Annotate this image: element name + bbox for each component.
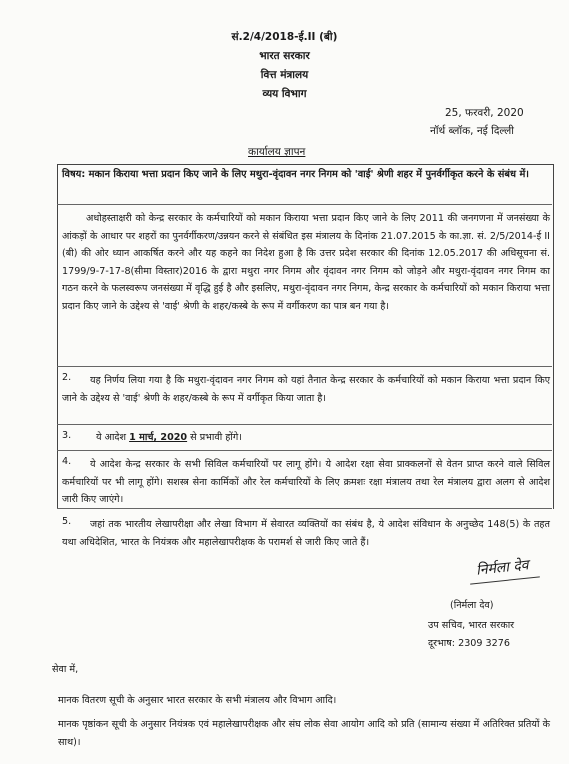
paragraph-5: जहां तक भारतीय लेखापरीक्षा और लेखा विभाग में सेवारत व्यक्तियों का संबंध है, ये आदेश संविधान के अनुच्छेद 148(5) के तहत यथा अधिदेशित, भारत के नियंत्रक और महालेखापरीक्षक के परामर्श से जारी किए जाते हैं। xyxy=(62,519,550,548)
reference-number: सं.2/4/2018-ई.II (बी) xyxy=(231,31,338,43)
government-name: भारत सरकार xyxy=(259,50,310,62)
paragraph-3-text-start: ये आदेश xyxy=(96,432,130,443)
divider xyxy=(57,508,552,509)
document-type: कार्यालय ज्ञापन xyxy=(248,146,306,158)
divider xyxy=(57,424,552,425)
paragraph-2: यह निर्णय लिया गया है कि मथुरा-वृंदावन नगर निगम को यहां तैनात केन्द्र सरकार के कर्मचारियों को मकान किराया भत्ता प्रदान किए जाने के उद्देश्य से 'वाई' श्रेणी के शहर/कस्बे के रूप में वर्गीकृत किया जाता है। xyxy=(62,375,550,404)
paragraph-3-number: 3. xyxy=(62,430,72,441)
divider xyxy=(57,366,552,367)
paragraph-5-number: 5. xyxy=(62,516,72,527)
addressee-heading: सेवा में, xyxy=(52,664,79,675)
memo-date: 25, फरवरी, 2020 xyxy=(445,107,524,119)
paragraph-4-number: 4. xyxy=(62,456,72,467)
signatory-designation: उप सचिव, भारत सरकार xyxy=(428,620,515,631)
effective-date: 1 मार्च, 2020 xyxy=(129,432,188,443)
letterhead xyxy=(0,28,569,104)
paragraph-3-text-end: से प्रभावी होंगे। xyxy=(187,432,242,443)
signatory-name: (निर्मला देव) xyxy=(450,600,494,611)
subject-line: विषय: मकान किराया भत्ता प्रदान किए जाने के लिए मथुरा-वृंदावन नगर निगम को 'वाई' श्रेणी शहर में पुनर्वर्गीकृत करने के संबंध में। xyxy=(62,169,530,180)
paragraph-2-number: 2. xyxy=(62,372,72,383)
signatory-phone xyxy=(428,636,510,649)
memo-place: नॉर्थ ब्लॉक, नई दिल्ली xyxy=(430,125,515,137)
divider xyxy=(57,204,552,205)
ministry-name: वित्त मंत्रालय xyxy=(260,69,309,81)
paragraph-4: ये आदेश केन्द्र सरकार के सभी सिविल कर्मचारियों पर लागू होंगे। ये आदेश रक्षा सेवा प्राक्कलनों से वेतन प्राप्त करने वाले सिविल कर्मचारियों पर भी लागू होंगे। सशस्त्र सेना कार्मिकों और रेल कर्मचारियों के लिए क्रमशः रक्षा मंत्रालय तथा रेल मंत्रालय द्वारा अलग से आदेश जारी किए जाएंगे। xyxy=(62,459,550,505)
paragraph-3 xyxy=(96,430,242,443)
distribution-line-2: मानक पृष्ठांकन सूची के अनुसार नियंत्रक एवं महालेखापरीक्षक और संघ लोक सेवा आयोग आदि को प्रति (सामान्य संख्या में अतिरिक्त प्रतियों के साथ)। xyxy=(58,719,550,748)
department-name: व्यय विभाग xyxy=(262,88,307,100)
handwritten-signature: निर्मला देव xyxy=(475,557,530,579)
phone-label: दूरभाष: xyxy=(428,638,456,649)
phone-number: 2309 3276 xyxy=(458,638,510,649)
divider xyxy=(57,450,552,451)
paragraph-1: अधोहस्ताक्षरी को केन्द्र सरकार के कर्मचारियों को मकान किराया भत्ता प्रदान किए जाने के लिए 2011 की जनगणना में जनसंख्या के आंकड़ों के आधार पर शहरों का पुनर्वर्गीकरण/उन्नयन करने से संबंधित इस मंत्रालय के दिनांक 21.07.2015 के का.ज्ञा. सं. 2/5/2014-ई II (बी) की ओर ध्यान आकर्षित करने और यह कहने का निदेश हुआ है कि उत्तर प्रदेश सरकार की दिनांक 12.05.2017 की अधिसूचना सं. 1799/9-7-17-8(सीमा विस्तार)2016 के द्वारा मथुरा नगर निगम और वृंदावन नगर निगम को जोड़ने और मथुरा-वृंदावन नगर निगम का गठन करने के फलस्वरूप जनसंख्या में वृद्धि हुई है और इसलिए, मथुरा-वृंदावन नगर निगम, केन्द्र सरकार के कर्मचारियों को मकान किराया भत्ता प्रदान किए जाने के उद्देश्य से 'वाई' श्रेणी के शहर/कस्बे के रूप में वर्गीकरण का पात्र बन गया है। xyxy=(62,213,550,312)
distribution-line-1: मानक वितरण सूची के अनुसार भारत सरकार के सभी मंत्रालय और विभाग आदि। xyxy=(58,695,337,706)
